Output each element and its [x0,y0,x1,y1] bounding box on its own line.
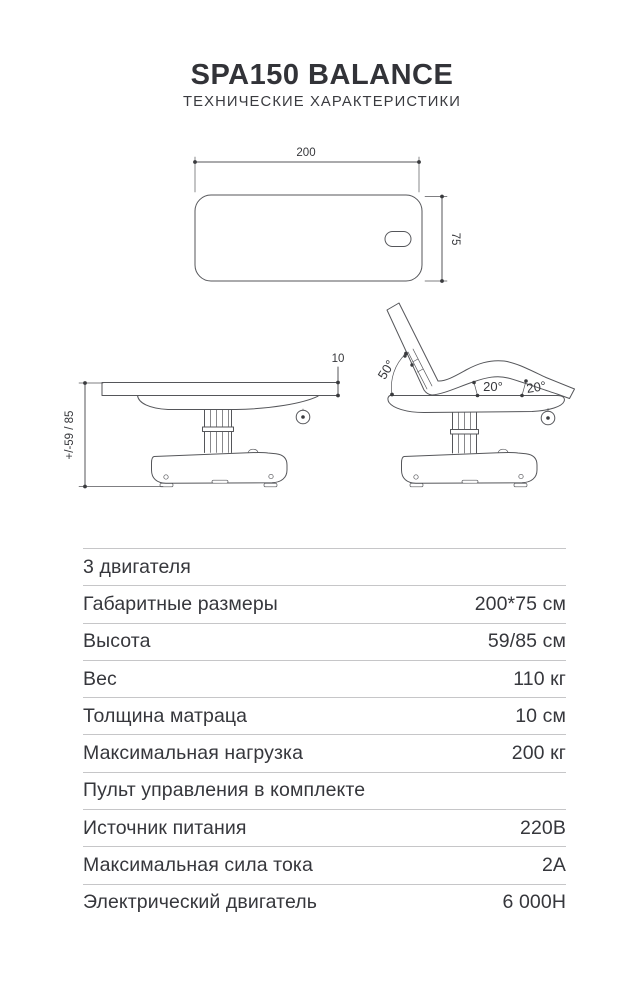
base-housing [152,452,288,483]
under-frame [138,396,319,410]
spec-row-dimensions [83,585,566,622]
seat-angle-label: 20° [483,379,503,394]
spec-label: Максимальная сила тока [83,854,313,877]
spec-label: Электрический двигатель [83,891,317,914]
leg-angle-label: 20° [525,378,548,397]
spec-value: 6 000Н [502,891,566,914]
spec-row-max-current [83,846,566,883]
spec-row-electric-motor [83,884,566,921]
dim-width-label: 75 [449,232,461,246]
spec-row-height [83,623,566,660]
column-joint [451,430,479,435]
spec-label: Толщина матраца [83,704,248,727]
side-view-flat-drawing [64,353,344,488]
dim-thickness-label: 10 [331,353,345,365]
spec-value: 200*75 см [474,592,566,615]
spec-label: Максимальная нагрузка [83,742,304,765]
base-housing [402,452,538,483]
spec-row-max-load [83,734,566,771]
technical-drawings [0,130,644,542]
face-hole [385,232,411,247]
mattress-slab [102,383,338,396]
spec-label: 3 двигателя [83,555,191,578]
page-subtitle: ТЕХНИЧЕСКИЕ ХАРАКТЕРИСТИКИ [183,94,461,110]
spec-label: Источник питания [83,816,247,839]
dim-height-label: +/-59 / 85 [64,410,76,460]
spec-value: 200 кг [511,742,566,765]
spec-row-weight [83,660,566,697]
spec-row-mattress [83,697,566,734]
angle-arc-50 [391,354,406,395]
column-joint [203,427,234,432]
lounger-profile [387,303,575,399]
spec-row-remote [83,772,566,809]
backrest-angle-label: 50° [374,357,398,382]
spec-label: Габаритные размеры [83,592,278,615]
spec-value: 59/85 см [487,630,566,653]
table-top-outline [195,195,422,281]
spec-value: 110 кг [513,667,566,690]
spec-value: 2А [541,854,566,877]
spec-value: 220В [520,816,566,839]
page-title: SPA150 BALANCE [190,59,454,91]
spec-row-motors [83,548,566,585]
platform [388,396,565,413]
spec-value: 10 см [515,704,566,727]
spec-label: Пульт управления в комплекте [83,779,366,802]
spec-label: Вес [83,667,117,690]
spec-table [83,548,566,921]
top-view-drawing [193,147,461,283]
spec-row-power-source [83,809,566,846]
dim-length-label: 200 [296,147,316,159]
spec-label: Высота [83,630,151,653]
side-view-reclined-drawing [375,303,575,487]
